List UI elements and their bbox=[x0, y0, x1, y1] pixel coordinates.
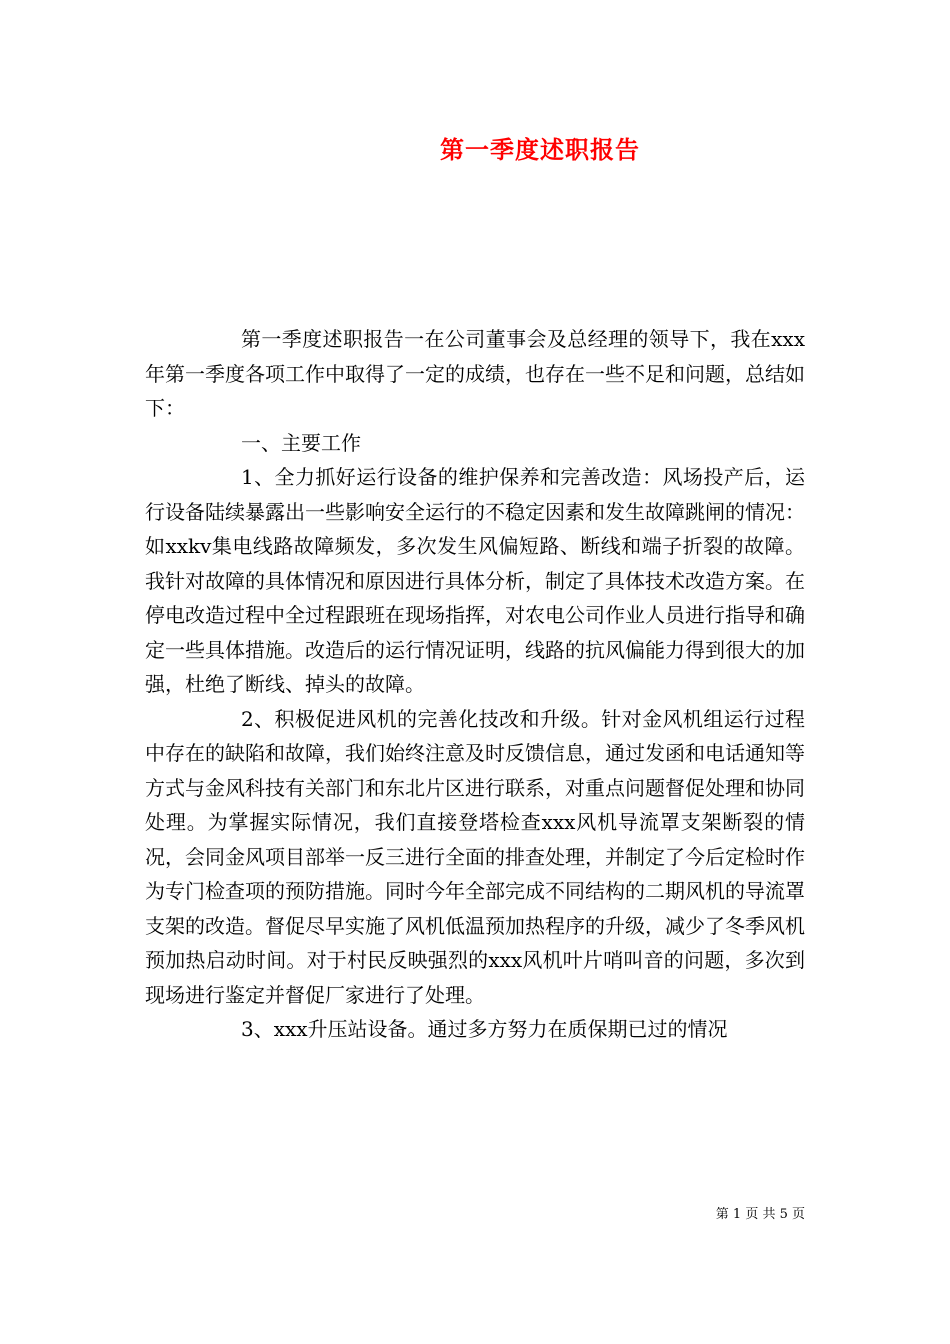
document-body bbox=[145, 322, 805, 1047]
section-heading-main-work: 一、主要工作 bbox=[241, 430, 361, 455]
paragraph-item-2: 2、积极促进风机的完善化技改和升级。针对金风机组运行过程中存在的缺陷和故障，我们始终注意及时反馈信息，通过发函和电话通知等方式与金风科技有关部门和东北片区进行联系，对重点问题督促处理和协同处理。为掌握实际情况，我们直接登塔检查xxx风机导流罩支架断裂的情况，会同金风项目部举一反三进行全面的排查处理，并制定了今后定检时作为专门检查项的预防措施。同时今年全部完成不同结构的二期风机的导流罩支架的改造。督促尽早实施了风机低温预加热程序的升级，减少了冬季风机预加热启动时间。对于村民反映强烈的xxx风机叶片哨叫音的问题，多次到现场进行鉴定并督促厂家进行了处理。 bbox=[145, 706, 805, 1007]
page-number-footer: 第 1 页 共 5 页 bbox=[715, 1207, 805, 1222]
paragraph-item-1: 1、全力抓好运行设备的维护保养和完善改造：风场投产后，运行设备陆续暴露出一些影响安全运行的不稳定因素和发生故障跳闸的情况：如xxkv集电线路故障频发，多次发生风偏短路、断线和端子折裂的故障。我针对故障的具体情况和原因进行具体分析，制定了具体技术改造方案。在停电改造过程中全过程跟班在现场指挥，对农电公司作业人员进行指导和确定一些具体措施。改造后的运行情况证明，线路的抗风偏能力得到很大的加强，杜绝了断线、掉头的故障。 bbox=[145, 465, 805, 696]
document-title: 第一季度述职报告 bbox=[440, 135, 640, 164]
intro-paragraph: 第一季度述职报告一在公司董事会及总经理的领导下，我在xxx年第一季度各项工作中取得了一定的成绩，也存在一些不足和问题，总结如下： bbox=[145, 327, 805, 420]
paragraph-item-3: 3、xxx升压站设备。通过多方努力在质保期已过的情况 bbox=[241, 1017, 728, 1041]
